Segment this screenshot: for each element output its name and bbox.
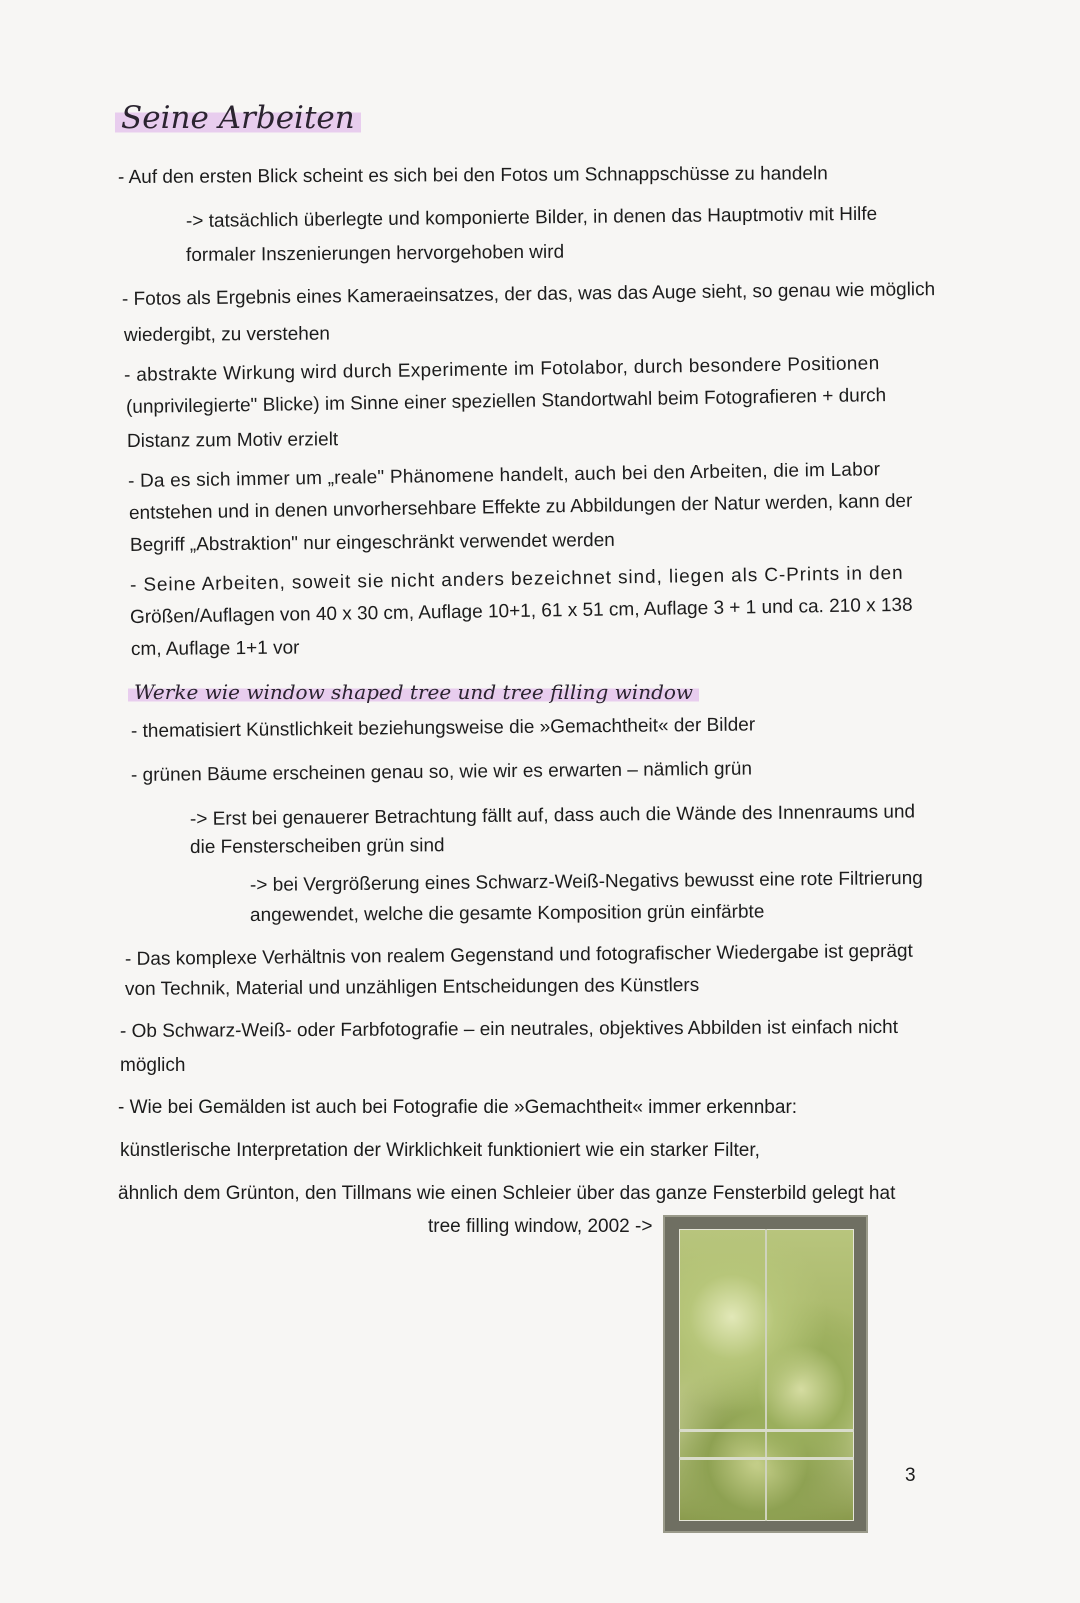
text-line: - Da es sich immer um „reale" Phänomene handelt, auch bei den Arbeiten, die im Labor (127, 459, 881, 492)
image-caption: tree filling window, 2002 -> (428, 1216, 653, 1237)
text-line: die Fensterscheiben grün sind (189, 835, 445, 858)
text-line: -> bei Vergrößerung eines Schwarz-Weiß-Negativs bewusst eine rote Filtrierung (249, 867, 923, 896)
window-mullion (765, 1229, 767, 1521)
text-line: künstlerische Interpretation der Wirklichkeit funktioniert wie ein starker Filter, (120, 1140, 760, 1161)
text-line: - Auf den ersten Blick scheint es sich bei den Fotos um Schnappschüsse zu handeln (117, 163, 828, 188)
text-line: -> tatsächlich überlegte und komponierte Bilder, in denen das Hauptmotiv mit Hilfe (185, 203, 878, 232)
text-line: entstehen und in denen unvorhersehbare Effekte zu Abbildungen der Natur werden, kann der (128, 490, 913, 524)
text-line: - grünen Bäume erscheinen genau so, wie wir es erwarten – nämlich grün (130, 758, 753, 786)
page-number: 3 (905, 1465, 916, 1486)
text-line: Größen/Auflagen von 40 x 30 cm, Auflage 10+1, 61 x 51 cm, Auflage 3 + 1 und ca. 210 x 138 (129, 594, 913, 628)
text-line: (unprivilegierte" Blicke) im Sinne einer speziellen Standortwahl beim Fotografieren + durch (125, 385, 887, 418)
text-line: - Fotos als Ergebnis eines Kameraeinsatzes, der das, was das Auge sieht, so genau wie möglich (121, 279, 936, 310)
text-line: Distanz zum Motiv erzielt (126, 429, 339, 452)
text-line: ähnlich dem Grünton, den Tillmans wie einen Schleier über das ganze Fensterbild gelegt hat (118, 1183, 896, 1204)
text-line: von Technik, Material und unzähligen Entscheidungen des Künstlers (124, 974, 700, 1000)
text-line: - Wie bei Gemälden ist auch bei Fotografie die »Gemachtheit« immer erkennbar: (118, 1097, 798, 1118)
text-line: -> Erst bei genauerer Betrachtung fällt auf, dass auch die Wände des Innenraums und (189, 801, 916, 830)
text-line: wiedergibt, zu verstehen (123, 323, 331, 346)
window-rail (679, 1457, 854, 1460)
heading-werke: Werke wie window shaped tree und tree filling window (128, 680, 699, 704)
window-rail (679, 1429, 854, 1432)
text-line: - thematisiert Künstlichkeit beziehungsweise die »Gemachtheit« der Bilder (130, 714, 756, 742)
text-line: angewendet, welche die gesamte Komposition grün einfärbte (249, 901, 765, 926)
text-line: möglich (120, 1055, 186, 1076)
text-line: formaler Inszenierungen hervorgehoben wird (185, 241, 565, 266)
text-line: - Das komplexe Verhältnis von realem Gegenstand und fotografischer Wiedergabe ist geprägt (124, 940, 913, 970)
text-line: cm, Auflage 1+1 vor (130, 637, 300, 660)
text-line: - Seine Arbeiten, soweit sie nicht anders bezeichnet sind, liegen als C-Prints in den (129, 562, 904, 596)
tree-filling-window-photo (663, 1215, 868, 1533)
text-line: Begriff „Abstraktion" nur eingeschränkt verwendet werden (129, 529, 615, 556)
text-line: - Ob Schwarz-Weiß- oder Farbfotografie – ein neutrales, objektives Abbilden ist einfach nicht (119, 1016, 899, 1042)
text-line: - abstrakte Wirkung wird durch Experimente im Fotolabor, durch besondere Positionen (123, 353, 880, 386)
heading-seine-arbeiten: Seine Arbeiten (115, 100, 361, 136)
